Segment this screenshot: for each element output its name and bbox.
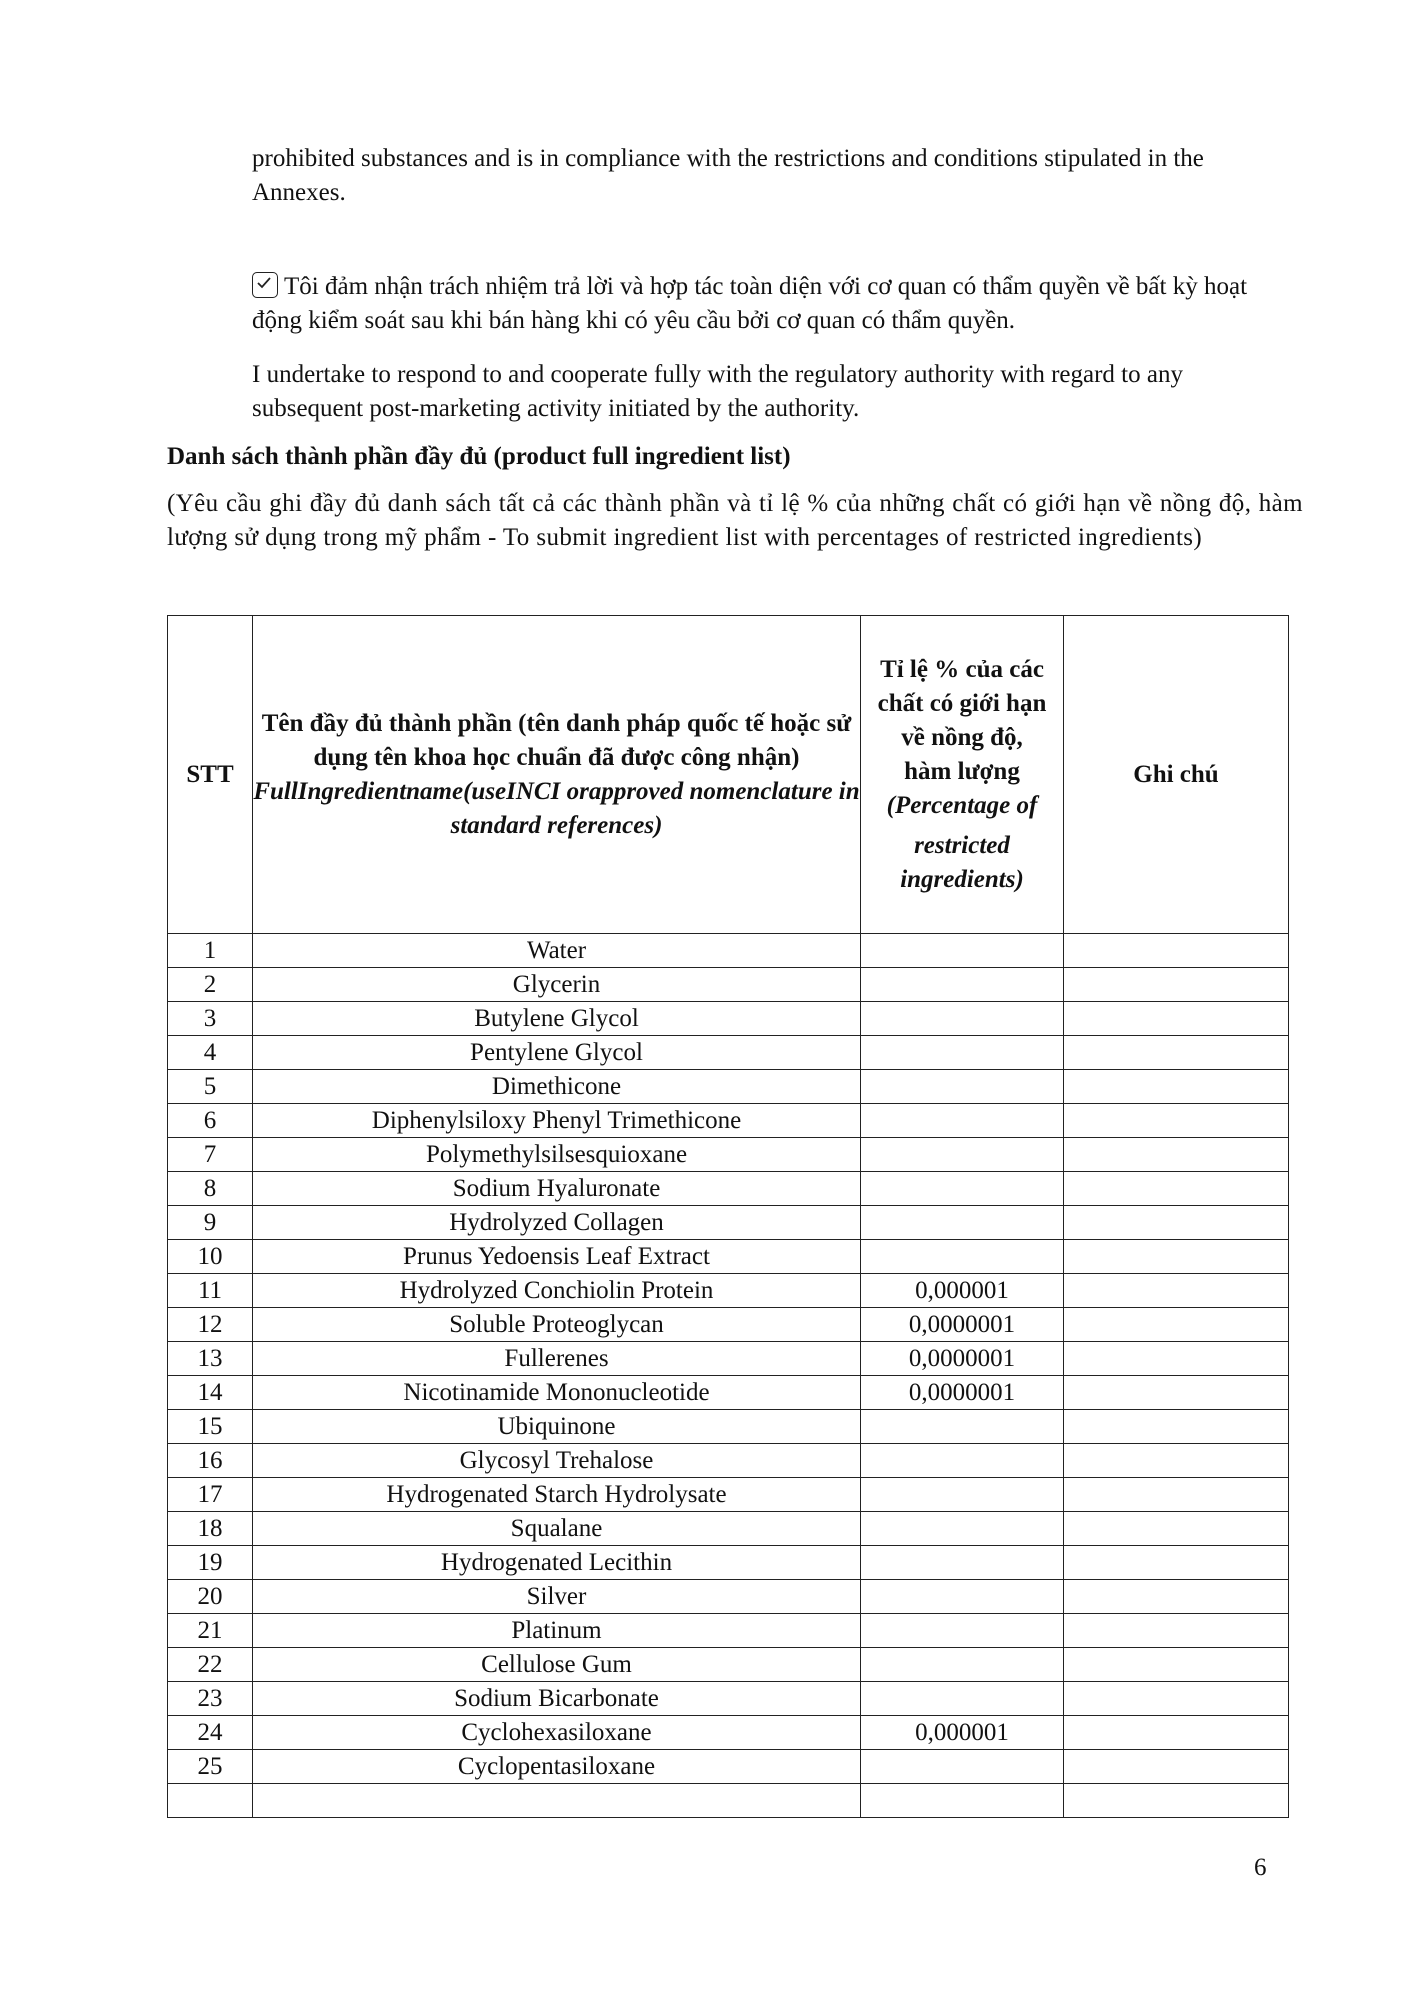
table-row [168, 1750, 1289, 1784]
row-stt: 9 [168, 1206, 253, 1240]
row-note [1064, 1750, 1289, 1784]
row-stt: 2 [168, 968, 253, 1002]
table-header-row [168, 616, 1289, 934]
row-stt: 19 [168, 1546, 253, 1580]
responsibility-text-vi: Tôi đảm nhận trách nhiệm trả lời và hợp tác toàn diện với cơ quan có thẩm quyền về bất kỳ hoạt động kiểm soát sau khi bán hàng khi có yêu cầu bởi cơ quan có thẩm quyền. [252, 273, 1248, 334]
row-ingredient-name: Hydrogenated Lecithin [253, 1546, 861, 1580]
row-note [1064, 1478, 1289, 1512]
row-ingredient-name: Glycosyl Trehalose [253, 1444, 861, 1478]
header-name-en: FullIngredientname(useINCI orapproved nomenclature in standard references) [253, 777, 860, 839]
row-ingredient-name [253, 1784, 861, 1818]
checked-checkbox-icon[interactable] [252, 272, 278, 298]
table-row [168, 1682, 1289, 1716]
row-ingredient-name: Nicotinamide Mononucleotide [253, 1376, 861, 1410]
table-row [168, 1138, 1289, 1172]
table-row [168, 1512, 1289, 1546]
table-row [168, 1614, 1289, 1648]
row-note [1064, 1172, 1289, 1206]
row-note [1064, 1648, 1289, 1682]
row-percentage: 0,0000001 [861, 1376, 1064, 1410]
row-note [1064, 1206, 1289, 1240]
row-percentage [861, 1444, 1064, 1478]
header-pct-en-1: (Percentage of [886, 791, 1038, 819]
header-note: Ghi chú [1064, 616, 1289, 934]
row-percentage: 0,0000001 [861, 1308, 1064, 1342]
table-row [168, 1274, 1289, 1308]
row-stt: 17 [168, 1478, 253, 1512]
row-ingredient-name: Hydrolyzed Collagen [253, 1206, 861, 1240]
row-ingredient-name: Diphenylsiloxy Phenyl Trimethicone [253, 1104, 861, 1138]
header-percentage [861, 616, 1064, 934]
row-percentage [861, 1648, 1064, 1682]
row-percentage [861, 1104, 1064, 1138]
row-stt: 24 [168, 1716, 253, 1750]
row-percentage [861, 968, 1064, 1002]
responsibility-statement-en: I undertake to respond to and cooperate fully with the regulatory authority with regard to any subsequent post-marketing activity initiated by the authority. [252, 361, 1183, 422]
header-stt: STT [168, 616, 253, 934]
row-stt: 18 [168, 1512, 253, 1546]
table-row [168, 1784, 1289, 1818]
row-ingredient-name: Cyclohexasiloxane [253, 1716, 861, 1750]
row-note [1064, 1138, 1289, 1172]
row-percentage: 0,000001 [861, 1716, 1064, 1750]
row-ingredient-name: Hydrolyzed Conchiolin Protein [253, 1274, 861, 1308]
row-ingredient-name: Water [253, 934, 861, 968]
row-ingredient-name: Polymethylsilsesquioxane [253, 1138, 861, 1172]
row-percentage [861, 1580, 1064, 1614]
row-ingredient-name: Dimethicone [253, 1070, 861, 1104]
row-stt: 5 [168, 1070, 253, 1104]
row-ingredient-name: Butylene Glycol [253, 1002, 861, 1036]
row-percentage [861, 1240, 1064, 1274]
table-row [168, 1410, 1289, 1444]
row-ingredient-name: Pentylene Glycol [253, 1036, 861, 1070]
responsibility-statement-vi [252, 268, 1292, 338]
row-note [1064, 1444, 1289, 1478]
row-stt: 3 [168, 1002, 253, 1036]
row-percentage [861, 1614, 1064, 1648]
row-percentage [861, 1478, 1064, 1512]
row-percentage: 0,0000001 [861, 1342, 1064, 1376]
table-row [168, 1104, 1289, 1138]
table-row [168, 1546, 1289, 1580]
row-note [1064, 1274, 1289, 1308]
row-note [1064, 1002, 1289, 1036]
row-note [1064, 1036, 1289, 1070]
row-percentage [861, 934, 1064, 968]
row-stt: 22 [168, 1648, 253, 1682]
row-stt: 16 [168, 1444, 253, 1478]
table-row [168, 1172, 1289, 1206]
row-note [1064, 1580, 1289, 1614]
ingredient-list-heading: Danh sách thành phần đầy đủ (product full ingredient list) [167, 443, 791, 470]
table-row [168, 1308, 1289, 1342]
row-ingredient-name: Hydrogenated Starch Hydrolysate [253, 1478, 861, 1512]
row-note [1064, 1546, 1289, 1580]
row-note [1064, 1716, 1289, 1750]
row-note [1064, 1308, 1289, 1342]
table-row [168, 968, 1289, 1002]
table-row [168, 1036, 1289, 1070]
row-note [1064, 1376, 1289, 1410]
row-ingredient-name: Prunus Yedoensis Leaf Extract [253, 1240, 861, 1274]
table-row [168, 1342, 1289, 1376]
row-percentage [861, 1206, 1064, 1240]
table-row [168, 1002, 1289, 1036]
row-stt: 25 [168, 1750, 253, 1784]
row-percentage: 0,000001 [861, 1274, 1064, 1308]
row-percentage [861, 1410, 1064, 1444]
header-name-vi: Tên đầy đủ thành phần (tên danh pháp quốc tế hoặc sử dụng tên khoa học chuẩn đã được công nhận) [261, 709, 852, 771]
ingredient-table-body [168, 934, 1289, 1818]
row-ingredient-name: Ubiquinone [253, 1410, 861, 1444]
row-stt: 6 [168, 1104, 253, 1138]
row-note [1064, 968, 1289, 1002]
row-note [1064, 1240, 1289, 1274]
row-stt: 15 [168, 1410, 253, 1444]
page-number: 6 [1254, 1854, 1267, 1881]
row-note [1064, 934, 1289, 968]
row-percentage [861, 1138, 1064, 1172]
row-note [1064, 1070, 1289, 1104]
row-stt: 1 [168, 934, 253, 968]
row-note [1064, 1104, 1289, 1138]
table-row [168, 1648, 1289, 1682]
ingredient-list-note: (Yêu cầu ghi đầy đủ danh sách tất cả các thành phần và tỉ lệ % của những chất có giới hạn về nồng độ, hàm lượng sử dụng trong mỹ phẩm - To submit ingredient list with percentages of restricted ingredients) [167, 490, 1303, 551]
header-ingredient-name [253, 616, 861, 934]
row-note [1064, 1512, 1289, 1546]
row-ingredient-name: Cyclopentasiloxane [253, 1750, 861, 1784]
row-ingredient-name: Cellulose Gum [253, 1648, 861, 1682]
table-row [168, 1580, 1289, 1614]
row-stt: 23 [168, 1682, 253, 1716]
row-percentage [861, 1512, 1064, 1546]
row-percentage [861, 1546, 1064, 1580]
row-stt: 10 [168, 1240, 253, 1274]
row-stt: 14 [168, 1376, 253, 1410]
row-stt: 11 [168, 1274, 253, 1308]
table-row [168, 1240, 1289, 1274]
row-stt: 20 [168, 1580, 253, 1614]
table-row [168, 1444, 1289, 1478]
row-ingredient-name: Squalane [253, 1512, 861, 1546]
row-note [1064, 1682, 1289, 1716]
row-stt: 4 [168, 1036, 253, 1070]
table-row [168, 934, 1289, 968]
row-percentage [861, 1070, 1064, 1104]
row-ingredient-name: Sodium Bicarbonate [253, 1682, 861, 1716]
header-pct-en-2: restricted ingredients) [900, 831, 1024, 893]
row-percentage [861, 1036, 1064, 1070]
row-ingredient-name: Soluble Proteoglycan [253, 1308, 861, 1342]
row-note [1064, 1784, 1289, 1818]
row-stt: 12 [168, 1308, 253, 1342]
row-note [1064, 1342, 1289, 1376]
table-row [168, 1206, 1289, 1240]
row-note [1064, 1410, 1289, 1444]
table-row [168, 1070, 1289, 1104]
row-stt: 7 [168, 1138, 253, 1172]
table-row [168, 1376, 1289, 1410]
ingredient-table [167, 615, 1289, 1818]
row-percentage [861, 1682, 1064, 1716]
row-ingredient-name: Fullerenes [253, 1342, 861, 1376]
row-ingredient-name: Sodium Hyaluronate [253, 1172, 861, 1206]
row-percentage [861, 1750, 1064, 1784]
compliance-statement-continuation: prohibited substances and is in compliance with the restrictions and conditions stipulated in the Annexes. [252, 145, 1204, 206]
table-row [168, 1716, 1289, 1750]
row-ingredient-name: Silver [253, 1580, 861, 1614]
table-row [168, 1478, 1289, 1512]
row-stt: 13 [168, 1342, 253, 1376]
row-percentage [861, 1172, 1064, 1206]
row-stt: 21 [168, 1614, 253, 1648]
row-percentage [861, 1784, 1064, 1818]
row-stt [168, 1784, 253, 1818]
row-note [1064, 1614, 1289, 1648]
row-percentage [861, 1002, 1064, 1036]
header-pct-vi: Tỉ lệ % của các chất có giới hạn về nồng độ, hàm lượng [877, 655, 1047, 785]
row-ingredient-name: Platinum [253, 1614, 861, 1648]
row-ingredient-name: Glycerin [253, 968, 861, 1002]
row-stt: 8 [168, 1172, 253, 1206]
